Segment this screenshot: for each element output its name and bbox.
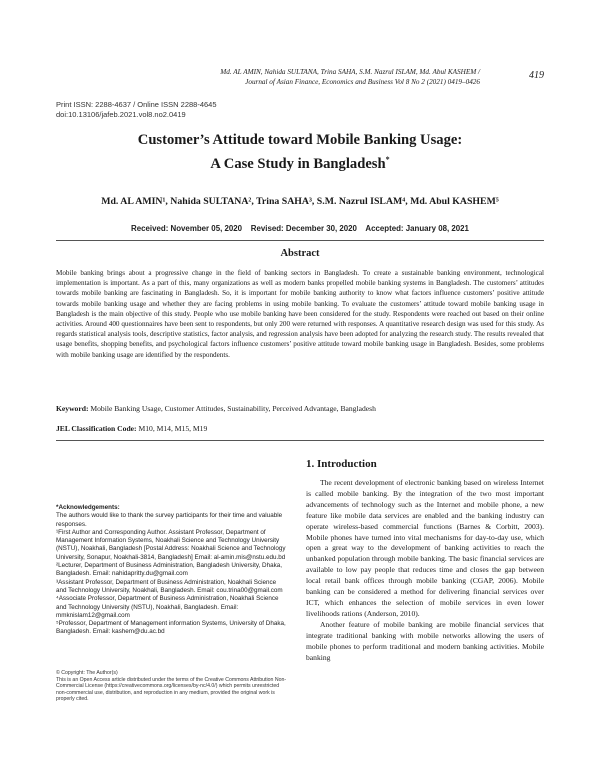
- issn-line: Print ISSN: 2288-4637 / Online ISSN 2288-4645: [56, 100, 217, 109]
- running-header: [100, 68, 480, 87]
- abstract-body: Mobile banking brings about a progressive change in the field of banking sectors in Bangladesh. To create a sustainable banking environment, technological implementation is important. As a part of this, many organizations as well as modern banks propelled mobile banking systems in Bangladesh. The customers’ attitudes towards mobile banking are fascinating in Bangladesh. So, it is important for mobile banking authority to know what factors influence customers’ positive attitude towards mobile banking usage and whether they are facing problems in using mobile banking. To evaluate the customers’ attitude toward mobile banking usage in Bangladesh is the main objective of this study. People who use mobile banking have been considered for the study. Respondents were reached out based on their online activities. Around 400 questionnaires have been sent to respondents, but only 200 were returned with responses. A quantitative research design was used for this study. As regards statistical analysis tools, descriptive statistics, factor analysis, and regression analysis have been adopted for analyzing the research study. The results revealed that usage benefits, shopping benefits, and psychological factors influence customers’ positive attitude toward mobile banking usage in Bangladesh. Besides, some problems with mobile banking usage are identified by the respondents.: [56, 269, 544, 359]
- title-line-2: [56, 150, 544, 174]
- title-line-2-text: A Case Study in Bangladesh: [210, 155, 386, 172]
- intro-paragraph: Another feature of mobile banking are mobile financial services that integrate traditional banking with mobile networks allowing the users of mobile phones to perform traditional and modern banking activities. Mobile banking: [306, 619, 544, 662]
- author-list: Md. AL AMIN¹, Nahida SULTANA², Trina SAHA³, S.M. Nazrul ISLAM⁴, Md. Abul KASHEM⁵: [101, 196, 499, 207]
- submission-dates: Received: November 05, 2020 Revised: December 30, 2020 Accepted: January 08, 2021: [131, 224, 469, 233]
- intro-paragraph: The recent development of electronic banking based on wireless Internet is called mobile banking. By the integration of the two most important advancements of technology such as the Internet and mobile phone, a new feature like mobile data services are enabled and the banking industry can operate wireless-based commercial functions (Barnes & Corbitt, 2003). Mobile phones have turned into vital mechanisms for day-to-day use, which open a great way to the development of banking activities to reach the unbanked population through mobile banking. The basic financial services are available to low pay people that reduces time and closes the gap between local retail bank offices through mobile banking (CGAP, 2006). Mobile banking can be considered a method for delivering financial services over ICT, which enhances the selection of mobile services in even lower livelihoods rations (Anderson, 2010).: [306, 478, 544, 618]
- title-footnote-marker: *: [385, 155, 390, 164]
- footnote-1: ¹First Author and Corresponding Author. Assistant Professor, Department of Management Information Systems, Noakhali Science and Technology University (NSTU), Noakhali, Bangladesh [Postal Address: Noakhali Science and Technology University, Sonapur, Noakhali-3814, Bangladesh] Email: al-amin.mis@nstu.edu.bd: [56, 528, 286, 561]
- license-text: This is an Open Access article distributed under the terms of the Creative Commons Attribution Non-Commercial License (https://creativecommons.org/licenses/by-nc/4.0/) which permits unrestricted non-commercial use, distribution, and reproduction in any medium, provided the original work is properly cited.: [56, 676, 287, 703]
- jel-codes: [56, 424, 544, 434]
- footnotes: [56, 504, 288, 637]
- jel-text: M10, M14, M15, M19: [136, 424, 208, 433]
- running-header-journal: Journal of Asian Finance, Economics and Business Vol 8 No 2 (2021) 0419–0426: [245, 77, 480, 86]
- divider-bottom: [56, 440, 544, 441]
- footnote-4: ⁴Associate Professor, Department of Business Administration, Noakhali Science and Technology University (NSTU), Noakhali, Bangladesh. Email: mmknislam12@gmail.com: [56, 595, 279, 619]
- doi-line: doi:10.13106/jafeb.2021.vol8.no2.0419: [56, 110, 186, 119]
- running-header-authors: Md. AL AMIN, Nahida SULTANA, Trina SAHA, S.M. Nazrul ISLAM, Md. Abul KASHEM /: [220, 68, 480, 76]
- footnote-2: ²Lecturer, Department of Business Administration, Bangladesh University, Dhaka, Bangladesh. Email: nahidapritty.du@gmail.com: [56, 562, 282, 578]
- issn-block: [56, 100, 217, 120]
- copyright-line: © Copyright: The Author(s): [56, 670, 118, 676]
- copyright-notice: [56, 670, 288, 703]
- title-line-1: Customer’s Attitude toward Mobile Banking Usage:: [137, 132, 463, 148]
- keywords-text: Mobile Banking Usage, Customer Attitudes, Sustainability, Perceived Advantage, Bangladesh: [88, 404, 376, 413]
- acknowledgement-text: The authors would like to thank the survey participants for their time and valuable responses.: [56, 512, 283, 528]
- introduction-body: [306, 478, 544, 663]
- page-number: 419: [529, 70, 544, 81]
- footnote-5: ⁵Professor, Department of Management information Systems, University of Dhaka, Bangladesh. Email: kashem@du.ac.bd: [56, 620, 286, 636]
- keywords: [56, 404, 544, 414]
- paper-title: [56, 130, 544, 174]
- acknowledgement-heading: *Acknowledgements:: [56, 504, 120, 511]
- footnote-3: ³Assistant Professor, Department of Business Administration, Noakhali Science and Technology University, Noakhali, Bangladesh. Email: cou.trina00@gmail.com: [56, 578, 283, 594]
- jel-label: JEL Classification Code:: [56, 424, 137, 433]
- section-heading-introduction: 1. Introduction: [306, 458, 377, 470]
- abstract-heading: Abstract: [280, 248, 320, 259]
- divider-top: [56, 240, 544, 241]
- keywords-label: Keyword:: [56, 404, 89, 413]
